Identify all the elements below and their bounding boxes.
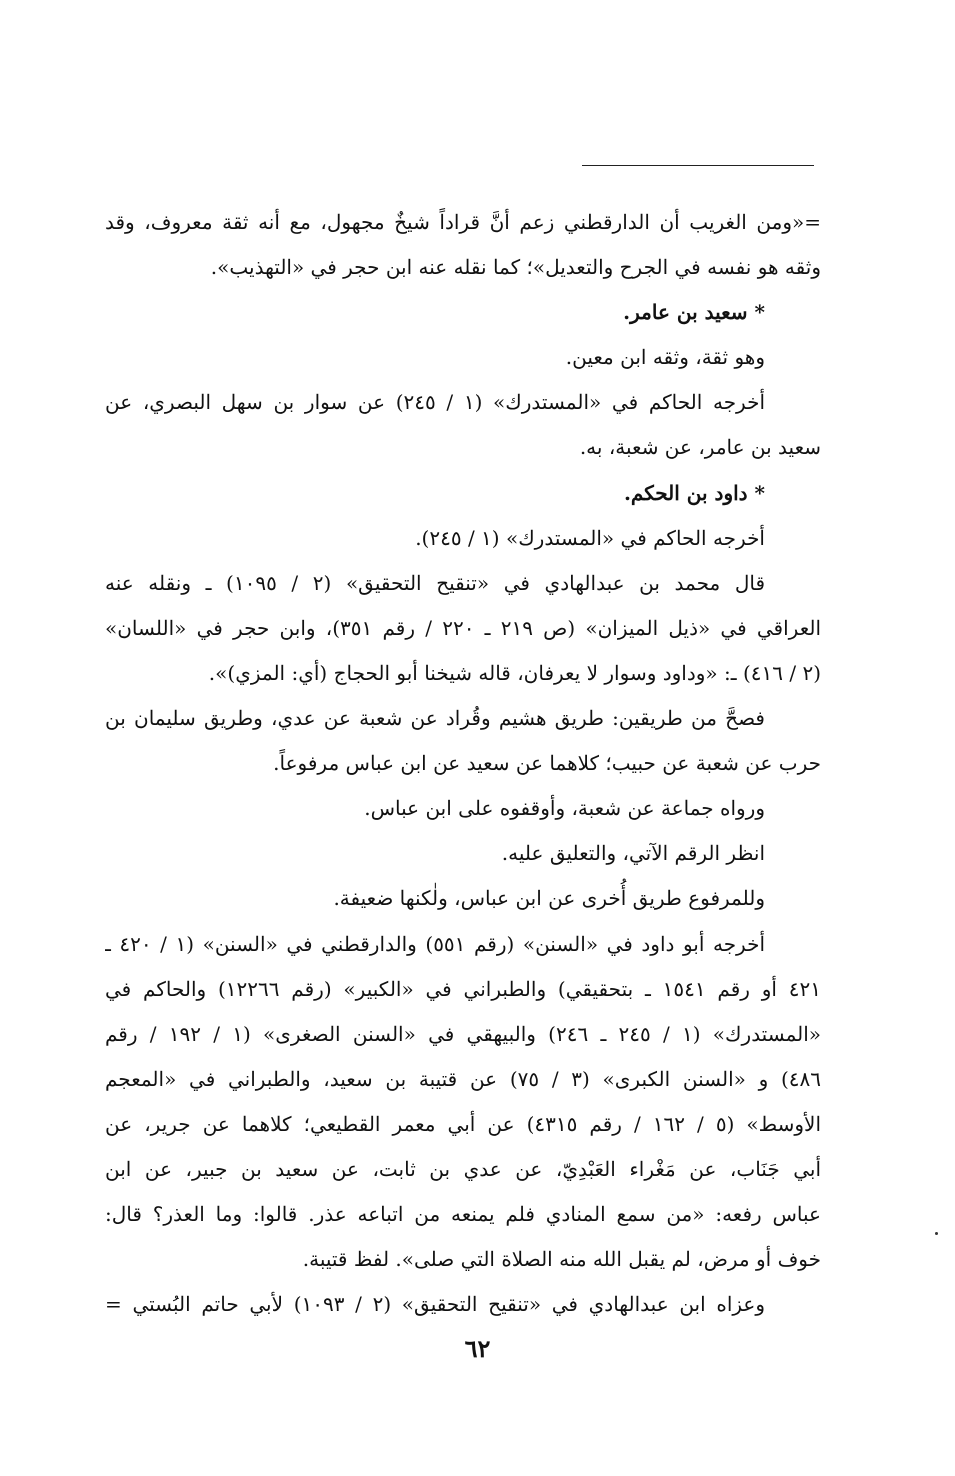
narrator-heading: * داود بن الحكم. (623, 480, 765, 505)
text-line: أخرجه الحاكم في «المستدرك» (١ / ٢٤٥) عن سوار بن سهل البصري، عن (105, 390, 766, 415)
text-line: ٤٨٦) و «السنن الكبرى» (٣ / ٧٥) عن قتيبة بن سعيد، والطبراني في «المعجم (105, 1066, 821, 1091)
page-number: ٦٢ (464, 1334, 491, 1363)
text-line: وثقه هو نفسه في الجرح والتعديل»؛ كما نقله عنه ابن حجر في «التهذيب». (210, 255, 821, 280)
footnote-separator-rule (582, 165, 814, 166)
text-line: «المستدرك» (١ / ٢٤٥ ـ ٢٤٦) والبيهقي في «السنن الصغرى» (١ / ١٩٢ / رقم (105, 1021, 821, 1046)
margin-dot (935, 1232, 938, 1235)
text-line: ٤٢١ أو رقم ١٥٤١ ـ بتحقيقي) والطبراني في «الكبير» (رقم ١٢٢٦٦) والحاكم في (105, 976, 821, 1001)
text-line: عباس رفعه: «من سمع المنادي فلم يمنعه من اتباعه عذر. قالوا: وما العذر؟ قال: (105, 1202, 821, 1227)
text-line: =«ومن الغريب أن الدارقطني زعم أنَّ قراداً شيخٌ مجهول، مع أنه ثقة معروف، وقد (105, 210, 821, 234)
text-line: فصحَّ من طريقين: طريق هشيم وقُراد عن شعبة عن عدي، وطريق سليمان بن (105, 706, 765, 731)
text-line: وللمرفوع طريق أُخرى عن ابن عباس، ولٰكنها ضعيفة. (333, 886, 765, 911)
text-line: العراقي في «ذيل الميزان» (ص ٢١٩ ـ ٢٢٠ / رقم ٣٥١)، وابن حجر في «اللسان» (105, 615, 821, 640)
text-line: أخرجه أبو داود في «السنن» (رقم ٥٥١) والدارقطني في «السنن» (١ / ٤٢٠ ـ (105, 931, 766, 956)
text-line: ورواه جماعة عن شعبة، وأوقفوه على ابن عباس. (364, 796, 765, 821)
text-line: وعزاه ابن عبدالهادي في «تنقيح التحقيق» (٢ / ١٠٩٣) لأبي حاتم البُستي = (105, 1292, 766, 1317)
text-line: أبي جَنَاب، عن مَغْراء العَبْدِيّ، عن عدي بن ثابت، عن سعيد بن جبير، عن ابن (105, 1156, 821, 1181)
text-line: سعيد بن عامر، عن شعبة، به. (579, 435, 821, 460)
text-line: حرب عن شعبة عن حبيب؛ كلاهما عن سعيد عن ابن عباس مرفوعاً. (273, 751, 821, 776)
text-line: خوف أو مرض، لم يقبل الله منه الصلاة التي صلى». لفظ قتيبة. (302, 1247, 821, 1272)
text-line: الأوسط» (٥ / ١٦٢ / رقم ٤٣١٥) عن أبي معمر القطيعي؛ كلاهما عن جرير، عن (105, 1111, 821, 1136)
text-line: (٢ / ٤١٦) ـ: «وداود وسوار لا يعرفان، قاله شيخنا أبو الحجاج (أي: المزي)». (208, 660, 821, 685)
text-line: قال محمد بن عبدالهادي في «تنقيح التحقيق» (٢ / ١٠٩٥) ـ ونقله عنه (105, 570, 766, 595)
narrator-heading: * سعيد بن عامر. (623, 300, 765, 325)
footnote-text-block (105, 200, 821, 1327)
text-line: وهو ثقة، وثقه ابن معين. (565, 345, 765, 370)
text-line: أخرجه الحاكم في «المستدرك» (١ / ٢٤٥). (415, 525, 765, 550)
text-line: انظر الرقم الآتي، والتعليق عليه. (501, 841, 765, 866)
